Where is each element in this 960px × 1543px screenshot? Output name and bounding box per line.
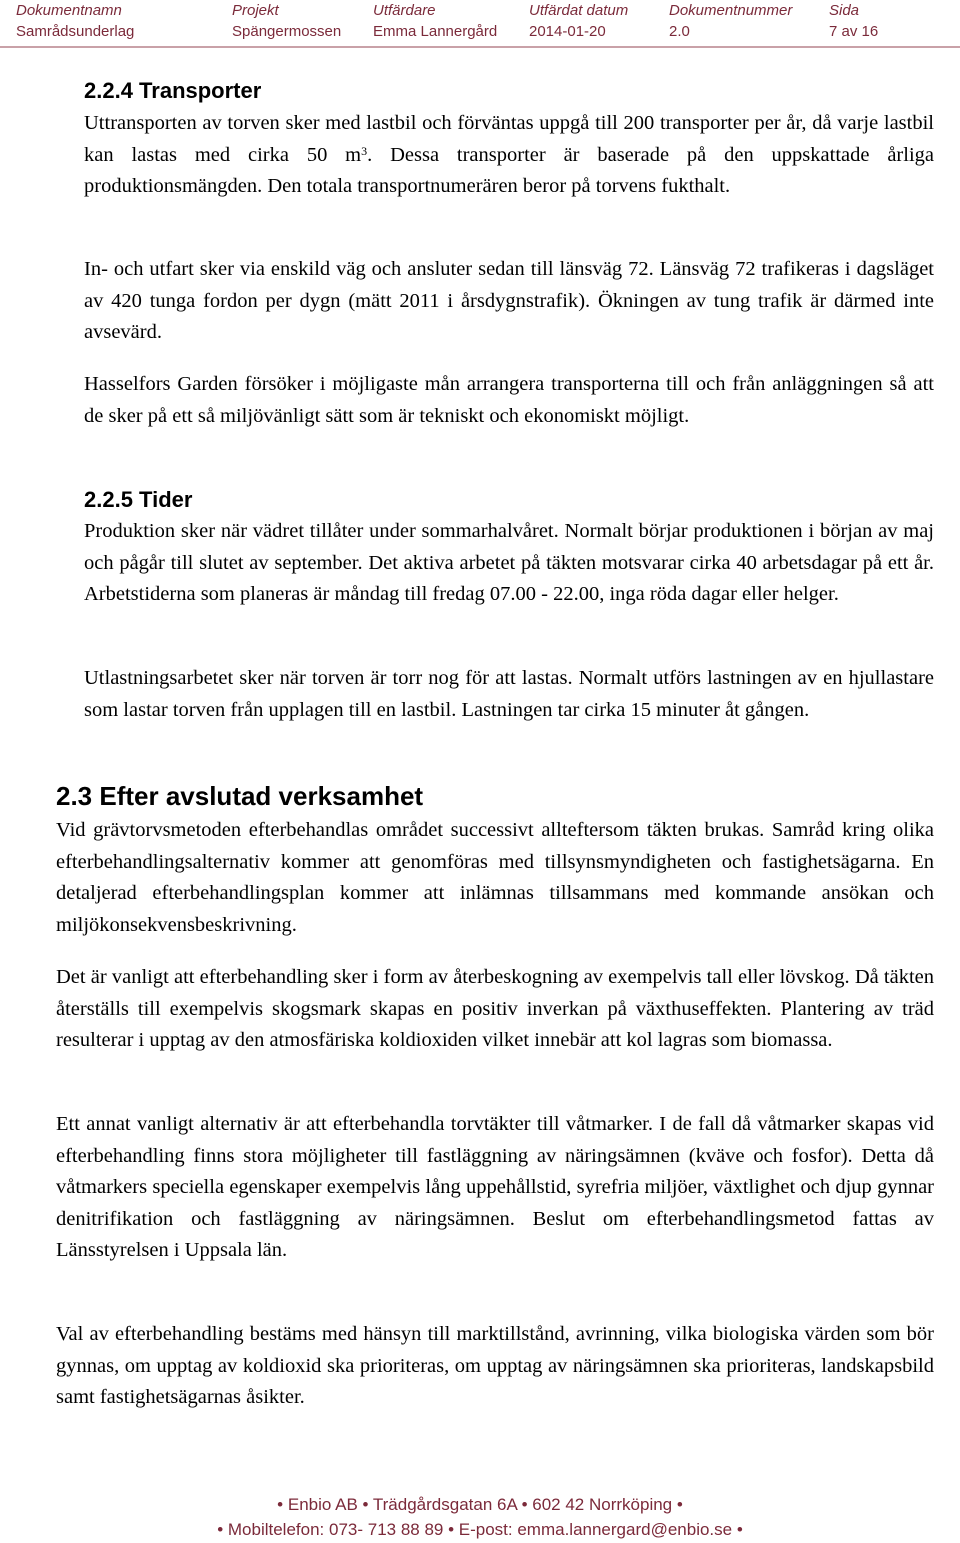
paragraph-tider-1: Produktion sker när vädret tillåter under sommarhalvåret. Normalt börjar produktionen i början av maj och pågår till slutet av september. Det aktiva arbetet på täkten motsvarar cirka 40 arbetsdagar på ett år. Arbetstiderna som planeras är måndag till fredag 07.00 - 22.00, inga röda dagar eller helger. xyxy=(84,520,934,605)
heading-transporter: 2.2.4 Transporter xyxy=(84,78,262,103)
footer-line-1 xyxy=(0,1495,960,1515)
footer-address: Enbio AB • Trädgårdsgatan 6A • 602 42 Norrköping xyxy=(287,1495,673,1514)
header-labels-row xyxy=(0,2,960,24)
header-value-utfardare: Emma Lannergård xyxy=(373,23,498,40)
header-divider xyxy=(0,46,960,48)
paragraph-transporter-2: In- och utfart sker via enskild väg och ansluter sedan till länsväg 72. Länsväg 72 trafikeras i dagsläget av 420 tunga fordon per dygn (mätt 2011 i årsdygnstrafik). Ökningen av tung trafik är därmed inte avsevärd. xyxy=(84,258,934,343)
header-label-utfardare: Utfärdare xyxy=(373,2,436,19)
paragraph-transporter-1 xyxy=(84,108,934,203)
header-label-dokumentnummer: Dokumentnummer xyxy=(669,2,793,19)
footer-line-2 xyxy=(0,1520,960,1540)
heading-tider: 2.2.5 Tider xyxy=(84,487,193,512)
bullet: • xyxy=(277,1495,284,1514)
paragraph-efter-4: Val av efterbehandling bestäms med hänsyn till marktillstånd, avrinning, vilka biologiska värden som bör gynnas, om upptag av koldioxid ska prioriteras, om upptag av näringsämnen ska prioriteras, landskapsbild samt fastighetsägarnas åsikter. xyxy=(56,1323,934,1408)
paragraph-efter-3: Ett annat vanligt alternativ är att efterbehandla torvtäkter till våtmarker. I de fall då våtmarker skapas vid efterbehandling finns stora möjligheter till fastläggning av näringsämnen (kväve och fosfor). Detta då våtmarkers speciella egenskaper exempelvis lång uppehållstid, syrefria miljöer, växtlighet och djup gynnar denitrifikation och fastläggning av näringsämnen. Beslut om efterbehandlingsmetod fattas av Länsstyrelsen i Uppsala län. xyxy=(56,1113,934,1261)
header-label-dokumentnamn: Dokumentnamn xyxy=(16,2,122,19)
paragraph-efter-2: Det är vanligt att efterbehandling sker i form av återbeskogning av exempelvis tall eller lövskog. Då täkten återställs till exempelvis skogsmark skapas en positiv inverkan på växthuseffekten. Plantering av träd resulterar i upptag av den atmosfäriska koldioxiden vilket innebär att kol lagras som biomassa. xyxy=(56,966,934,1051)
paragraph-text: . Dessa transporter är baserade på den uppskattade årliga produktionsmängden. Den totala transportnumerären beror på torvens fukthalt. xyxy=(84,143,934,197)
paragraph-tider-2: Utlastningsarbetet sker när torven är torr nog för att lastas. Normalt utförs lastningen av en hjullastare som lastar torven från upplagen till en lastbil. Lastningen tar cirka 15 minuter åt gången. xyxy=(84,667,934,721)
header-value-utfardat-datum: 2014-01-20 xyxy=(529,23,606,40)
header-label-sida: Sida xyxy=(829,2,860,19)
paragraph-transporter-3: Hasselfors Garden försöker i möjligaste mån arrangera transporterna till och från anläggningen så att de sker på ett så miljövänligt sätt som är tekniskt och ekonomiskt möjligt. xyxy=(84,373,934,427)
header-label-utfardat-datum: Utfärdat datum xyxy=(529,2,629,19)
paragraph-efter-1: Vid grävtorvsmetoden efterbehandlas området successivt allteftersom täkten brukas. Samråd kring olika efterbehandlingsalternativ kommer att genomföras med tillsynsmyndigheten och fastighetsägarna. En detaljerad efterbehandlingsplan kommer att inlämnas tillsammans med kommande ansökan och miljökonsekvensbeskrivning. xyxy=(56,819,934,936)
header-values-row xyxy=(0,23,960,45)
header-value-sida: 7 av 16 xyxy=(829,23,879,40)
header-value-dokumentnamn: Samrådsunderlag xyxy=(16,23,135,40)
header-value-projekt: Spängermossen xyxy=(232,23,342,40)
bullet: • xyxy=(736,1520,743,1539)
header-value-dokumentnummer: 2.0 xyxy=(669,23,690,40)
header-label-projekt: Projekt xyxy=(232,2,279,19)
paragraph-text: Uttransporten av torven sker med lastbil och förväntas uppgå till 200 transporter per år, då varje lastbil kan lastas med cirka 50 m xyxy=(84,112,934,166)
superscript: 3 xyxy=(361,143,368,158)
heading-efter-avslutad-verksamhet: 2.3 Efter avslutad verksamhet xyxy=(56,781,424,811)
footer-contact: Mobiltelefon: 073- 713 88 89 • E-post: emma.lannergard@enbio.se xyxy=(227,1520,733,1539)
bullet: • xyxy=(217,1520,224,1539)
bullet: • xyxy=(676,1495,683,1514)
